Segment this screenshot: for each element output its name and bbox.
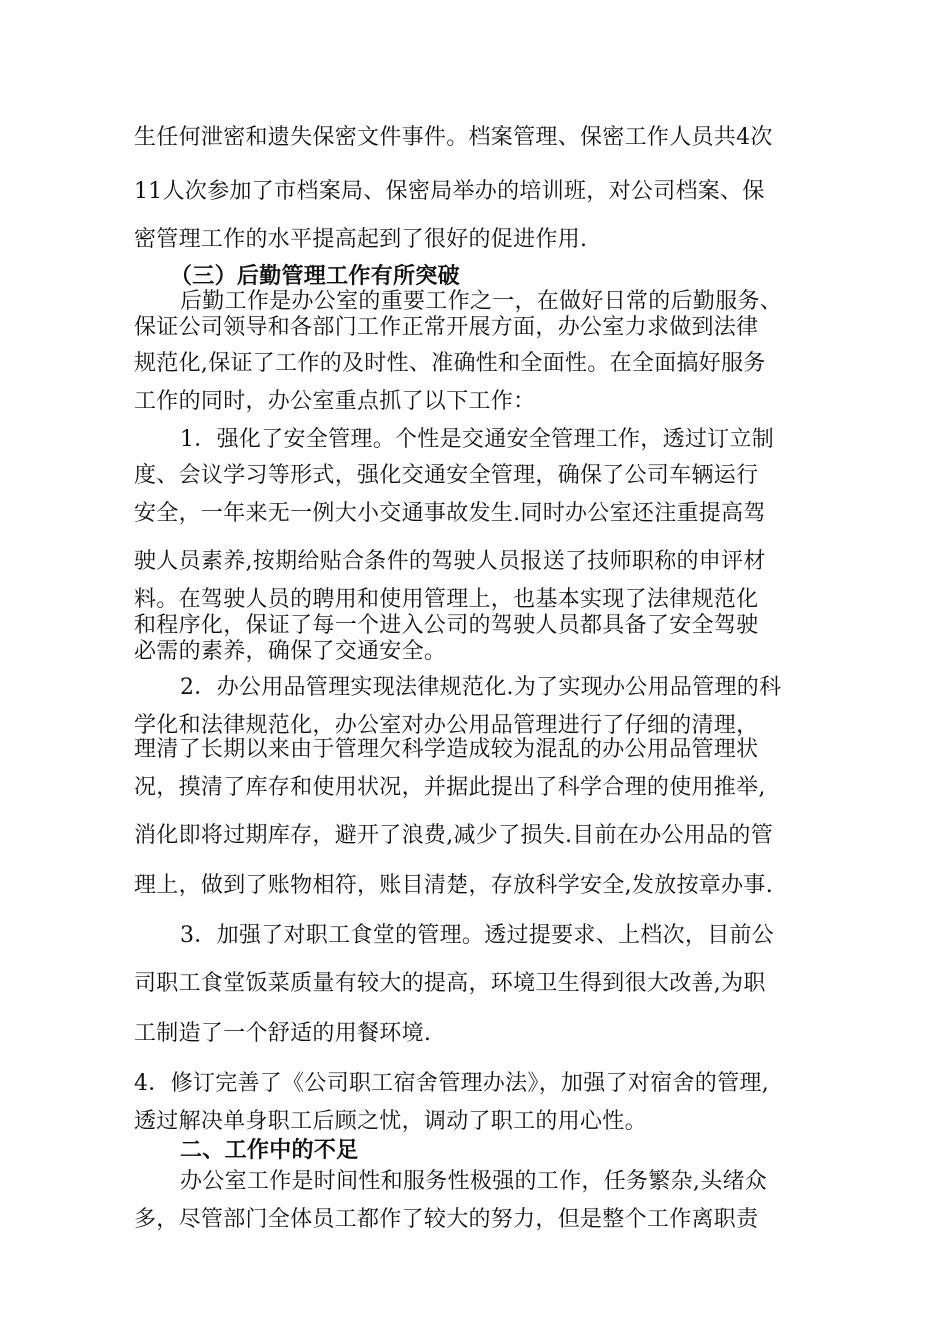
text-line: 透过解决单身职工后顾之忧，调动了职工的用心性。	[134, 1109, 647, 1134]
text-line: 司职工食堂饭菜质量有较大的提高，环境卫生得到很大改善,为职	[134, 971, 766, 996]
section-heading: （三）后勤管理工作有所突破	[170, 263, 460, 289]
text-line: 消化即将过期库存，避开了浪费,减少了损失.目前在办公用品的管	[134, 823, 773, 848]
text-line: 理上，做到了账物相符，账目清楚，存放科学安全,发放按章办事.	[134, 873, 773, 898]
text-line: 办公室工作是时间性和服务性极强的工作，任务繁杂,头绪众	[180, 1169, 768, 1194]
text-line: 料。在驾驶人员的聘用和使用管理上，也基本实现了法律规范化	[134, 587, 759, 612]
list-item: 2．办公用品管理实现法律规范化.为了实现办公用品管理的科	[180, 675, 782, 700]
text-line: 理清了长期以来由于管理欠科学造成较为混乱的办公用品管理状	[134, 737, 759, 762]
text-line: 工作的同时，办公室重点抓了以下工作：	[134, 389, 536, 414]
text-line: 学化和法律规范化，办公室对办公用品管理进行了仔细的清理，	[134, 713, 759, 738]
text-line: 多，尽管部门全体员工都作了较大的努力，但是整个工作离职责	[134, 1207, 759, 1232]
text-line: 驶人员素养,按期给贴合条件的驾驶人员报送了技师职称的申评材	[134, 549, 766, 574]
text-line: 况，摸清了库存和使用状况，并据此提出了科学合理的使用推举,	[134, 775, 766, 800]
text-line: 工制造了一个舒适的用餐环境.	[134, 1021, 432, 1046]
list-item: 3．加强了对职工食堂的管理。透过提要求、上档次，目前公	[180, 923, 775, 948]
text-line: 11人次参加了市档案局、保密局举办的培训班，对公司档案、保	[134, 179, 765, 204]
text-line: 安全，一年来无一例大小交通事故发生.同时办公室还注重提高驾	[134, 501, 766, 526]
text-line: 密管理工作的水平提高起到了很好的促进作用.	[134, 227, 588, 252]
text-line: 和程序化，保证了每一个进入公司的驾驶人员都具备了安全驾驶	[134, 613, 759, 638]
text-line: 规范化,保证了工作的及时性、准确性和全面性。在全面搞好服务	[134, 351, 766, 376]
text-line: 必需的素养，确保了交通安全。	[134, 639, 447, 664]
list-item: 4．修订完善了《公司职工宿舍管理办法》，加强了对宿舍的管理,	[134, 1071, 769, 1096]
text-line: 生任何泄密和遗失保密文件事件。档案管理、保密工作人员共4次	[134, 125, 773, 150]
section-heading: 二、工作中的不足	[180, 1137, 359, 1163]
text-line: 度、会议学习等形式，强化交通安全管理，确保了公司车辆运行	[134, 463, 759, 488]
list-item: 1．强化了安全管理。个性是交通安全管理工作，透过订立制	[180, 427, 775, 452]
text-line: 后勤工作是办公室的重要工作之一，在做好日常的后勤服务、	[180, 289, 783, 314]
text-line: 保证公司领导和各部门工作正常开展方面，办公室力求做到法律	[134, 315, 759, 340]
